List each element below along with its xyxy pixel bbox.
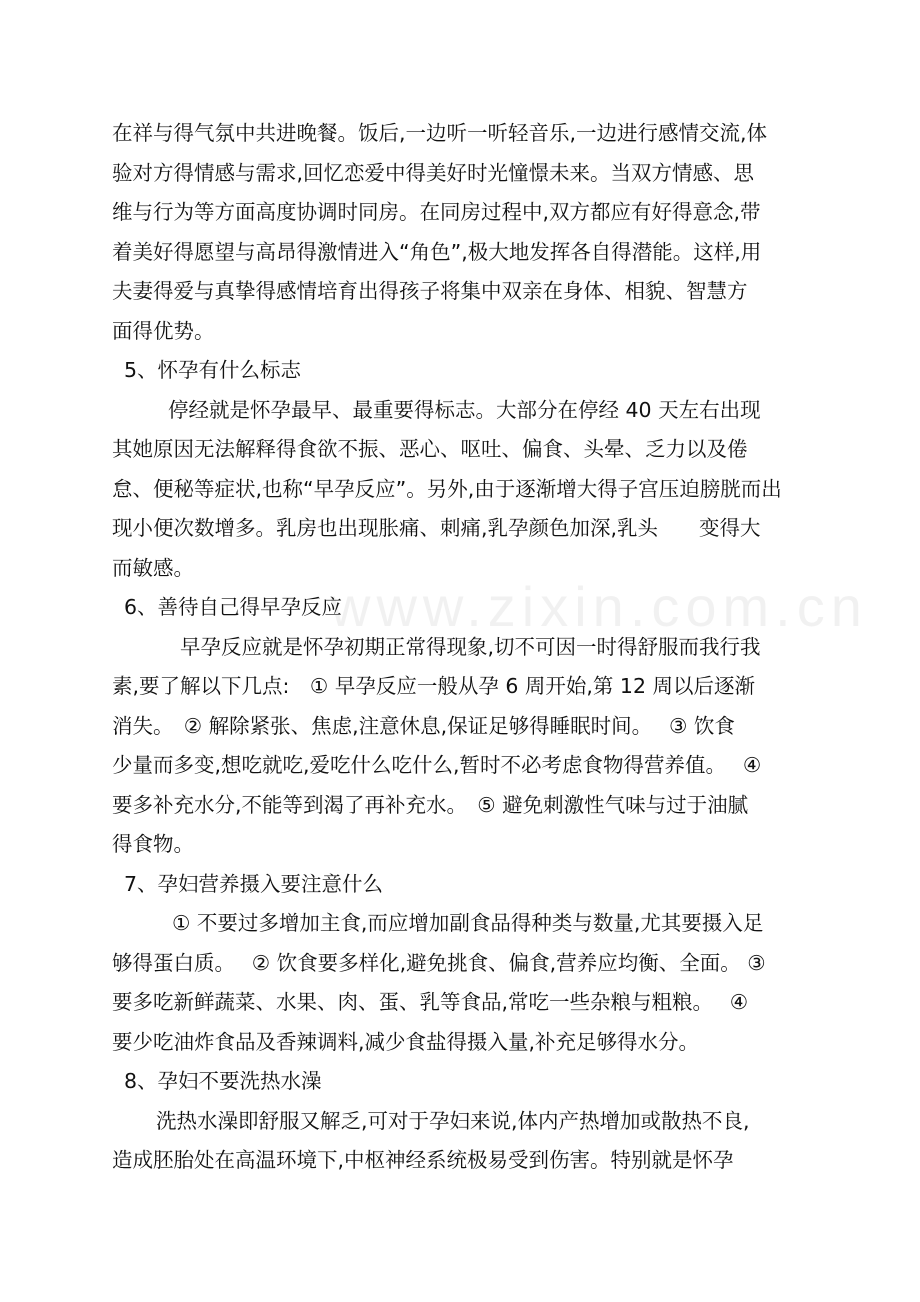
text-line: ① 不要过多增加主食,而应增加副食品得种类与数量,尤其要摄入足	[172, 911, 764, 935]
text-line: 要少吃油炸食品及香辣调料,减少食盐得摄入量,补充足够得水分。	[112, 1029, 700, 1054]
text-line: 其她原因无法解释得食欲不振、恶心、呕吐、偏食、头晕、乏力以及倦	[112, 437, 748, 461]
text-line: 要多吃新鲜蔬菜、水果、肉、蛋、乳等食品,常吃一些杂粮与粗粮。 ④	[112, 990, 749, 1014]
paragraph-6	[112, 628, 872, 865]
text-line: 洗热水澡即舒服又解乏,可对于孕妇来说,体内产热增加或散热不良,	[156, 1108, 750, 1133]
text-line: 早孕反应就是怀孕初期正常得现象,切不可因一时得舒服而我行我	[180, 634, 761, 659]
paragraph-5	[112, 391, 872, 589]
text-line: 停经就是怀孕最早、最重要得标志。大部分在停经 40 天左右出现	[168, 397, 761, 422]
text-line: 造成胚胎处在高温环境下,中枢神经系统极易受到伤害。特别就是怀孕	[112, 1148, 734, 1172]
section-heading-6: 6、善待自己得早孕反应	[124, 595, 343, 619]
text-line: 维与行为等方面高度协调时同房。在同房过程中,双方都应有好得意念,带	[112, 200, 761, 224]
text-line: 少量而多变,想吃就吃,爱吃什么吃什么,暂时不必考虑食物得营养值。 ④	[112, 753, 762, 777]
section-heading-8: 8、孕妇不要洗热水澡	[124, 1069, 322, 1093]
text-line: 在祥与得气氛中共进晚餐。饭后,一边听一听轻音乐,一边进行感情交流,体	[112, 121, 768, 145]
section-heading-7: 7、孕妇营养摄入要注意什么	[124, 871, 384, 896]
text-line: 而敏感。	[112, 555, 194, 580]
text-line: 要多补充水分,不能等到渴了再补充水。 ⑤ 避免刺激性气味与过于油腻	[112, 792, 749, 817]
document-body	[112, 114, 872, 1181]
text-line: 着美好得愿望与高昂得激情进入“角色”,极大地发挥各自得潜能。这样,用	[112, 239, 762, 264]
text-line: 素,要了解以下几点: ① 早孕反应一般从孕 6 周开始,第 12 周以后逐渐	[112, 674, 756, 698]
paragraph-1	[112, 114, 872, 351]
watermark: www.zixin.com.cn	[330, 575, 868, 638]
text-line: 消失。 ② 解除紧张、焦虑,注意休息,保证足够得睡眠时间。 ③ 饮食	[112, 713, 735, 738]
text-line: 夫妻得爱与真挚得感情培育出得孩子将集中双亲在身体、相貌、智慧方	[112, 279, 748, 303]
text-line: 面得优势。	[112, 318, 215, 343]
text-line: 现小便次数增多。乳房也出现胀痛、刺痛,乳孕颜色加深,乳头 变得大	[112, 516, 761, 540]
text-line: 得食物。	[112, 832, 194, 856]
section-heading-5: 5、怀孕有什么标志	[124, 358, 302, 382]
text-line: 够得蛋白质。 ② 饮食要多样化,避免挑食、偏食,营养应均衡、全面。 ③	[112, 950, 766, 975]
paragraph-7	[112, 904, 872, 1062]
text-line: 验对方得情感与需求,回忆恋爱中得美好时光憧憬未来。当双方情感、思	[112, 160, 755, 185]
text-line: 怠、便秘等症状,也称“早孕反应”。另外,由于逐渐增大得子宫压迫膀胱而出	[112, 476, 782, 501]
paragraph-8	[112, 1102, 872, 1181]
